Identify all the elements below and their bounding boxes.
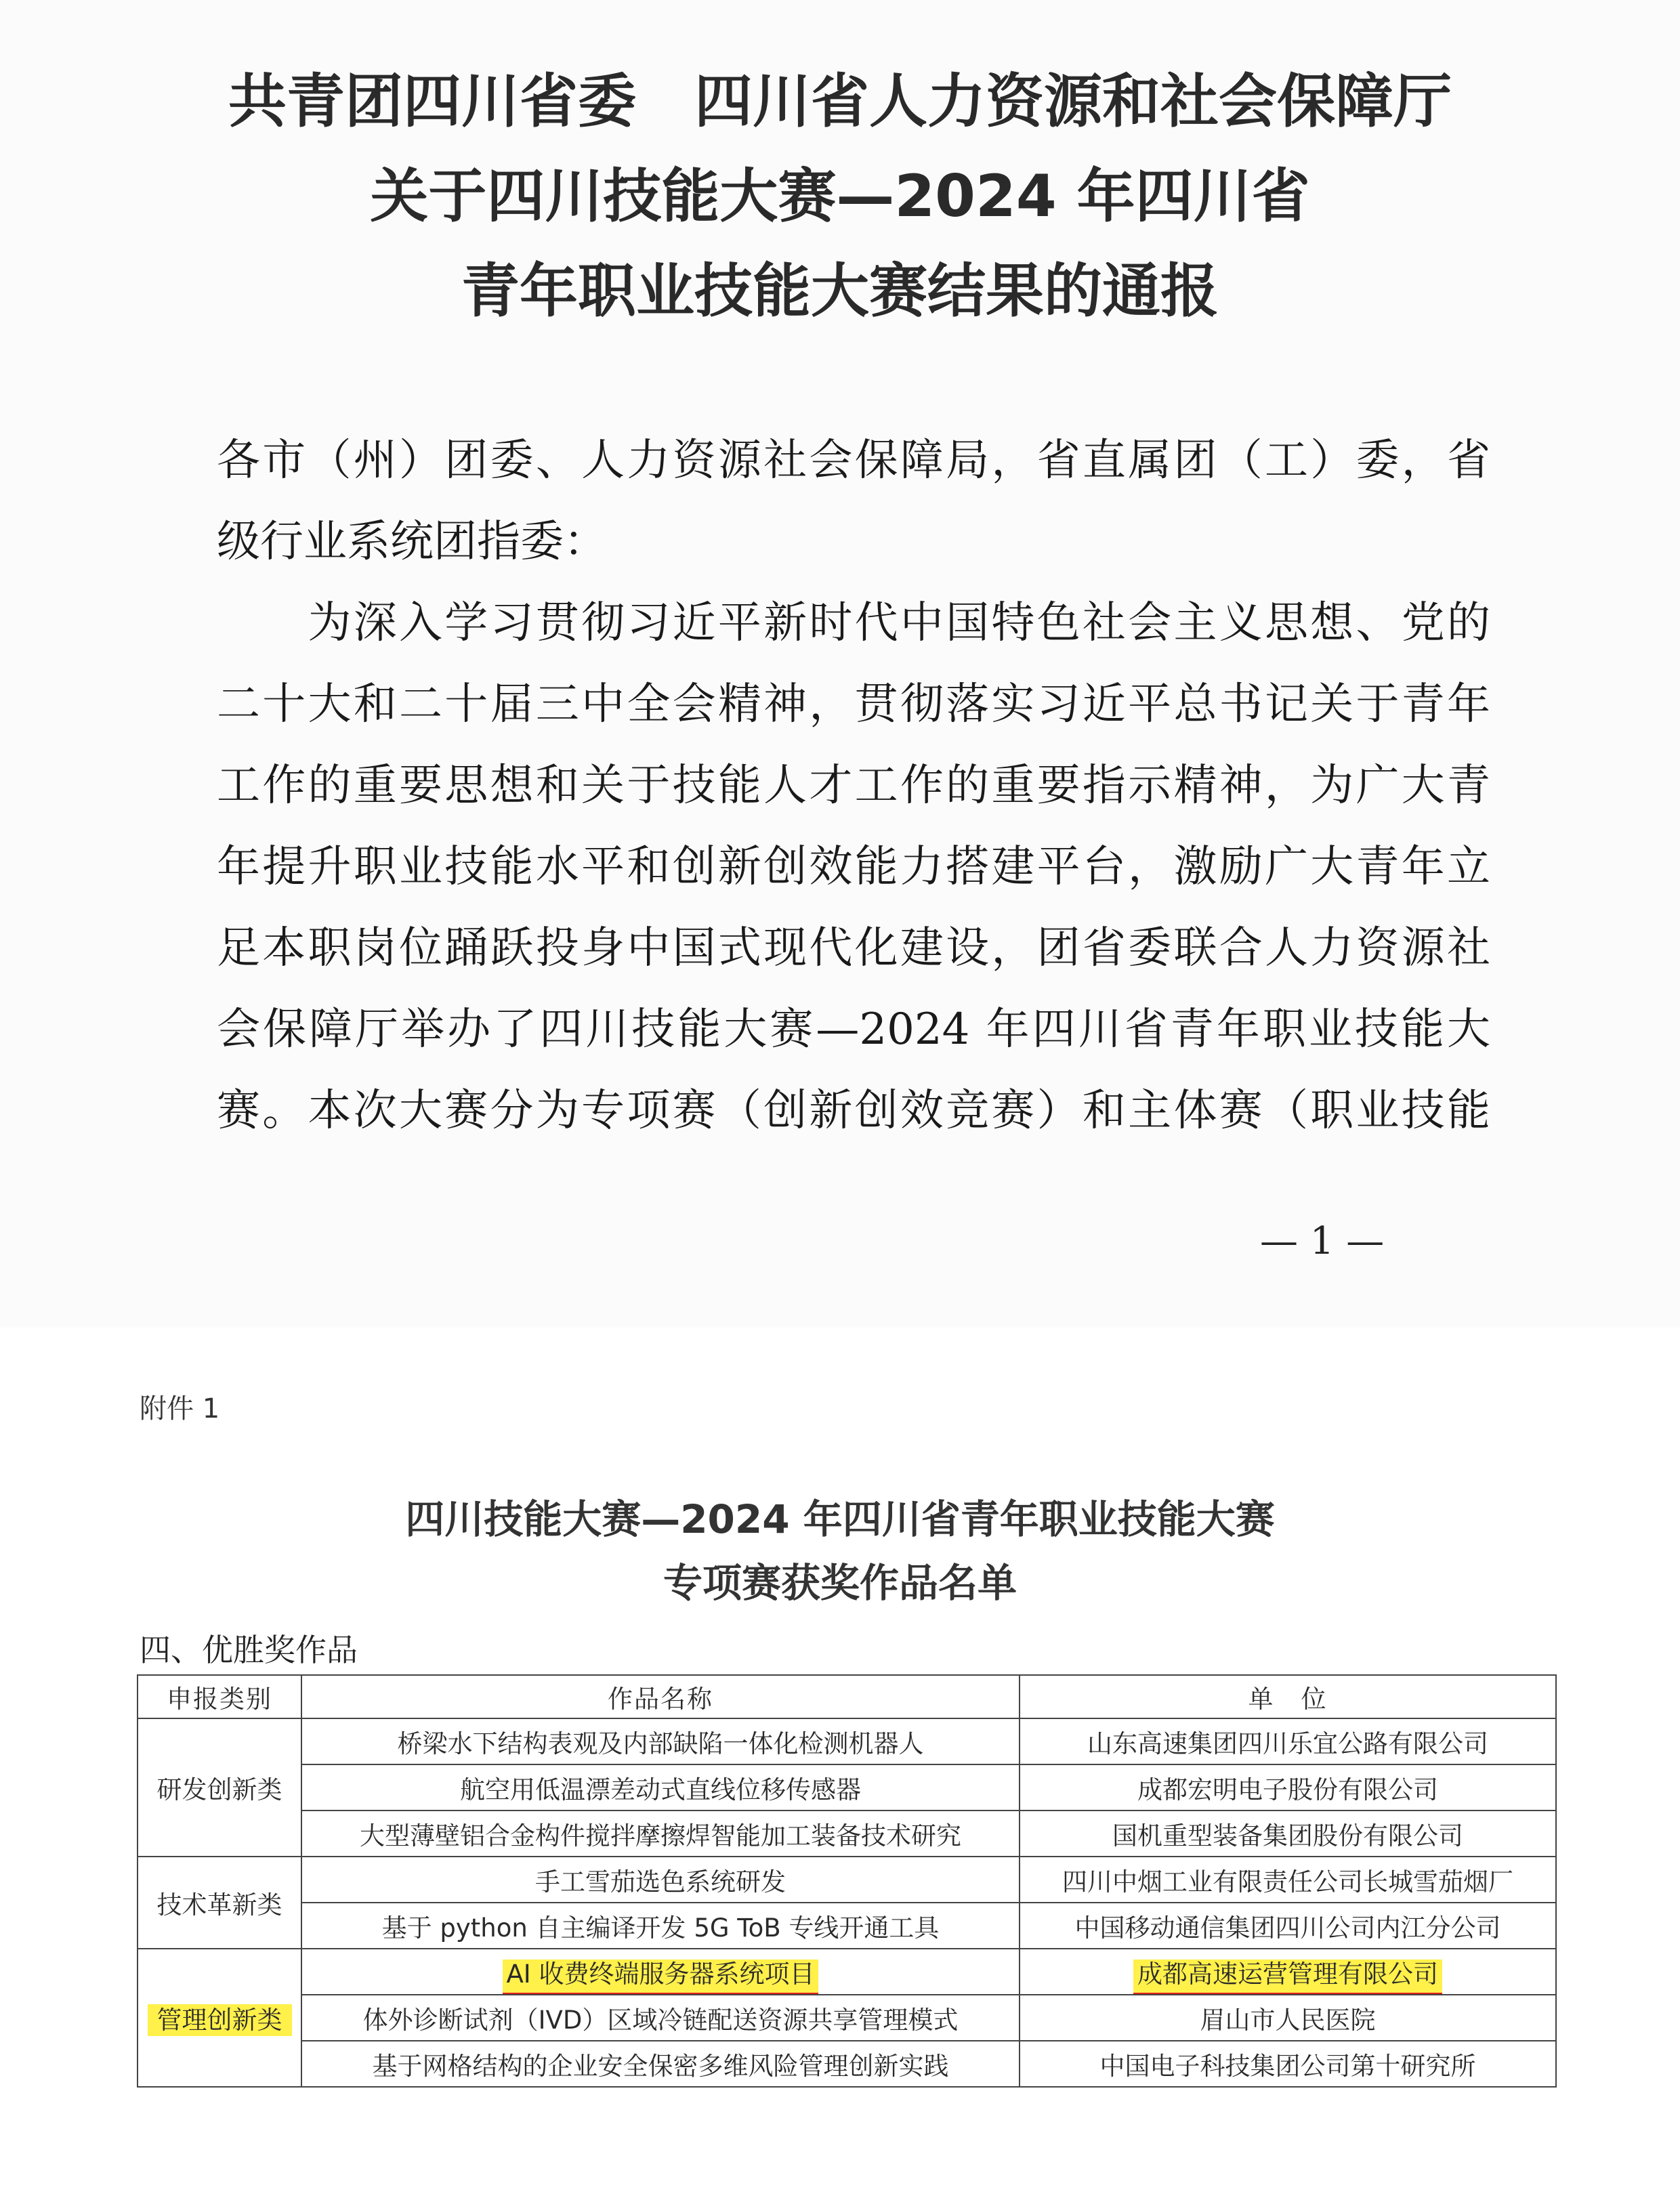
body-line: 赛。本次大赛分为专项赛（创新创效竞赛）和主体赛（职业技能 [217,1086,1490,1136]
header-work-name: 作品名称 [301,1675,1020,1718]
awards-table [137,1674,1557,2088]
unit-highlight: 成都高速运营管理有限公司 [1133,1960,1442,1995]
table-row [138,1811,1556,1857]
list-title-line1: 四川技能大赛—2024 年四川省青年职业技能大赛 [405,1496,1275,1542]
unit-cell: 眉山市人民医院 [1020,1995,1556,2041]
unit-cell: 中国电子科技集团公司第十研究所 [1020,2041,1556,2087]
unit-cell: 中国移动通信集团四川公司内江分公司 [1020,1903,1556,1949]
unit-cell: 国机重型装备集团股份有限公司 [1020,1811,1556,1857]
table-row [138,1949,1556,1995]
category-highlight: 管理创新类 [148,2004,292,2036]
body-line: 工作的重要思想和关于技能人才工作的重要指示精神，为广大青 [217,761,1490,811]
table-header-row [138,1675,1556,1718]
work-name-cell: 手工雪茄选色系统研发 [301,1857,1020,1903]
work-name-cell: 大型薄壁铝合金构件搅拌摩擦焊智能加工装备技术研究 [301,1811,1020,1857]
table-row [138,1857,1556,1903]
body-line: 二十大和二十届三中全会精神，贯彻落实习近平总书记关于青年 [217,679,1490,729]
page-number: — 1 — [1260,1219,1385,1263]
table-row [138,1903,1556,1949]
header-category: 申报类别 [138,1675,301,1718]
table-row [138,1995,1556,2041]
unit-cell: 山东高速集团四川乐宜公路有限公司 [1020,1718,1556,1764]
work-name-cell: 航空用低温漂差动式直线位移传感器 [301,1764,1020,1811]
category-cell-highlighted [138,1949,301,2087]
body-line: 各市（州）团委、人力资源社会保障局，省直属团（工）委，省 [217,436,1490,486]
table-row [138,1764,1556,1811]
table-row [138,2041,1556,2087]
body-line: 为深入学习贯彻习近平新时代中国特色社会主义思想、党的 [217,598,1490,648]
work-name-cell-highlighted [301,1949,1020,1995]
unit-cell: 四川中烟工业有限责任公司长城雪茄烟厂 [1020,1857,1556,1903]
work-name-cell: 体外诊断试剂（IVD）区域冷链配送资源共享管理模式 [301,1995,1020,2041]
header-unit: 单 位 [1020,1675,1556,1718]
work-name-highlight: AI 收费终端服务器系统项目 [503,1960,819,1995]
work-name-cell: 桥梁水下结构表观及内部缺陷一体化检测机器人 [301,1718,1020,1764]
notice-title-line1: 共青团四川省委 四川省人力资源和社会保障厅 [228,68,1452,135]
category-cell: 技术革新类 [138,1857,301,1949]
body-line: 级行业系统团指委： [217,517,607,567]
body-line: 足本职岗位踊跃投身中国式现代化建设，团省委联合人力资源社 [217,923,1490,973]
notice-title-line2: 关于四川技能大赛—2024 年四川省 [370,163,1310,230]
work-name-cell: 基于网格结构的企业安全保密多维风险管理创新实践 [301,2041,1020,2087]
unit-cell-highlighted [1020,1949,1556,1995]
unit-cell: 成都宏明电子股份有限公司 [1020,1764,1556,1811]
attachment-label: 附件 1 [140,1393,220,1424]
section-label: 四、优胜奖作品 [140,1632,358,1668]
category-cell: 研发创新类 [138,1718,301,1857]
list-title-line2: 专项赛获奖作品名单 [663,1560,1017,1606]
table-row [138,1718,1556,1764]
body-line: 会保障厅举办了四川技能大赛—2024 年四川省青年职业技能大 [217,1004,1490,1055]
body-line: 年提升职业技能水平和创新创效能力搭建平台，激励广大青年立 [217,842,1490,892]
work-name-cell: 基于 python 自主编译开发 5G ToB 专线开通工具 [301,1903,1020,1949]
notice-title-line3: 青年职业技能大赛结果的通报 [461,257,1219,325]
